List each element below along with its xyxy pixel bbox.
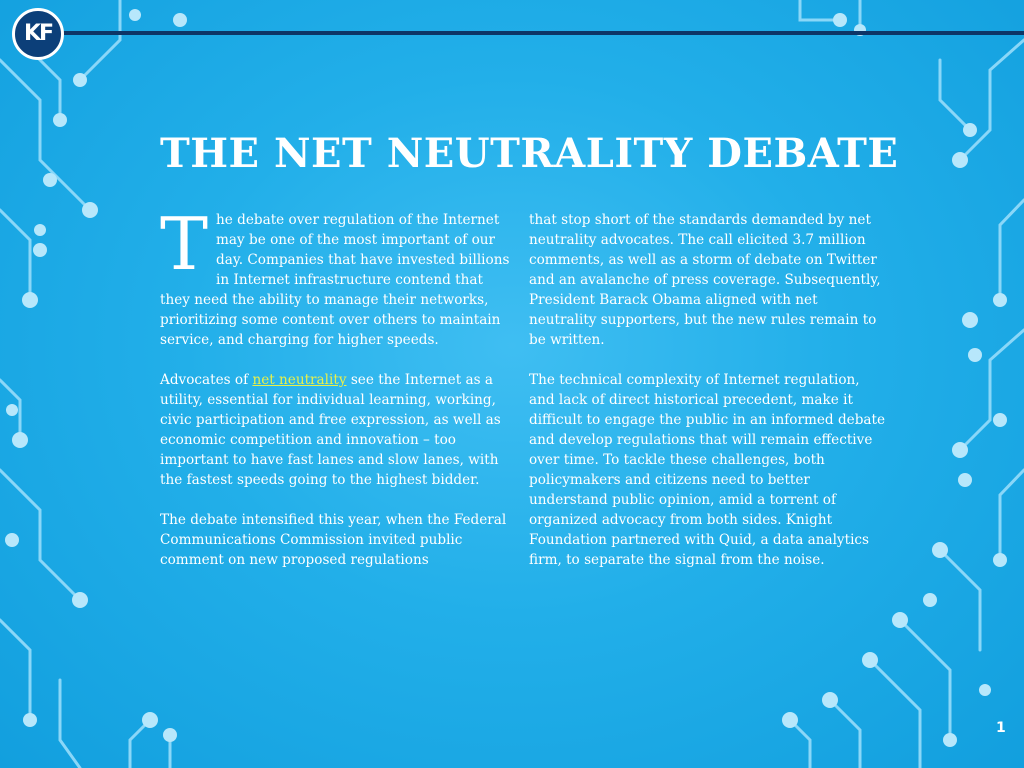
paragraph-advocates-lead: Advocates of	[160, 372, 253, 388]
header-rule	[40, 31, 1024, 35]
drop-cap: T	[160, 202, 209, 286]
paragraph-advocates-text: see the Internet as a utility, essential for individual learning, working, civic participation and free expression, as well as economic competition and innovation – too important to have fast lanes and slow lanes, with the fastest speeds going to the highest bidder.	[160, 372, 501, 488]
text-column-left	[160, 202, 515, 590]
paragraph-complexity: The technical complexity of Internet regulation, and lack of direct historical precedent, make it difficult to engage the public in an informed debate and develop regulations that will remain effective over time. To tackle these challenges, both policymakers and citizens need to better understand public opinion, amid a torrent of organized advocacy from both sides. Knight Foundation partnered with Quid, a data analytics firm, to separate the signal from the noise.	[529, 372, 886, 568]
paragraph-debate: The debate intensified this year, when the Federal Communications Commission invited public comment on new proposed regulations	[160, 512, 507, 568]
net-neutrality-link[interactable]: net neutrality	[252, 372, 347, 388]
paragraph-intro	[160, 202, 515, 350]
page-title: THE NET NEUTRALITY DEBATE	[160, 130, 899, 177]
text-column-right	[529, 210, 889, 590]
paragraph-advocates	[160, 370, 515, 490]
kf-logo[interactable]: KF	[12, 8, 64, 60]
page-number: 1	[996, 720, 1006, 736]
paragraph-intro-text: he debate over regulation of the Internet may be one of the most important of our day. Companies that have invested billions in Internet infrastructure contend that they need the ability to manage their networks, prioritizing some content over others to maintain service, and charging for higher speeds.	[160, 212, 510, 348]
paragraph-continued: that stop short of the standards demanded by net neutrality advocates. The call elicited 3.7 million comments, as well as a storm of debate on Twitter and an avalanche of press coverage. Subsequently, President Barack Obama aligned with net neutrality supporters, but the new rules remain to be written.	[529, 212, 881, 348]
